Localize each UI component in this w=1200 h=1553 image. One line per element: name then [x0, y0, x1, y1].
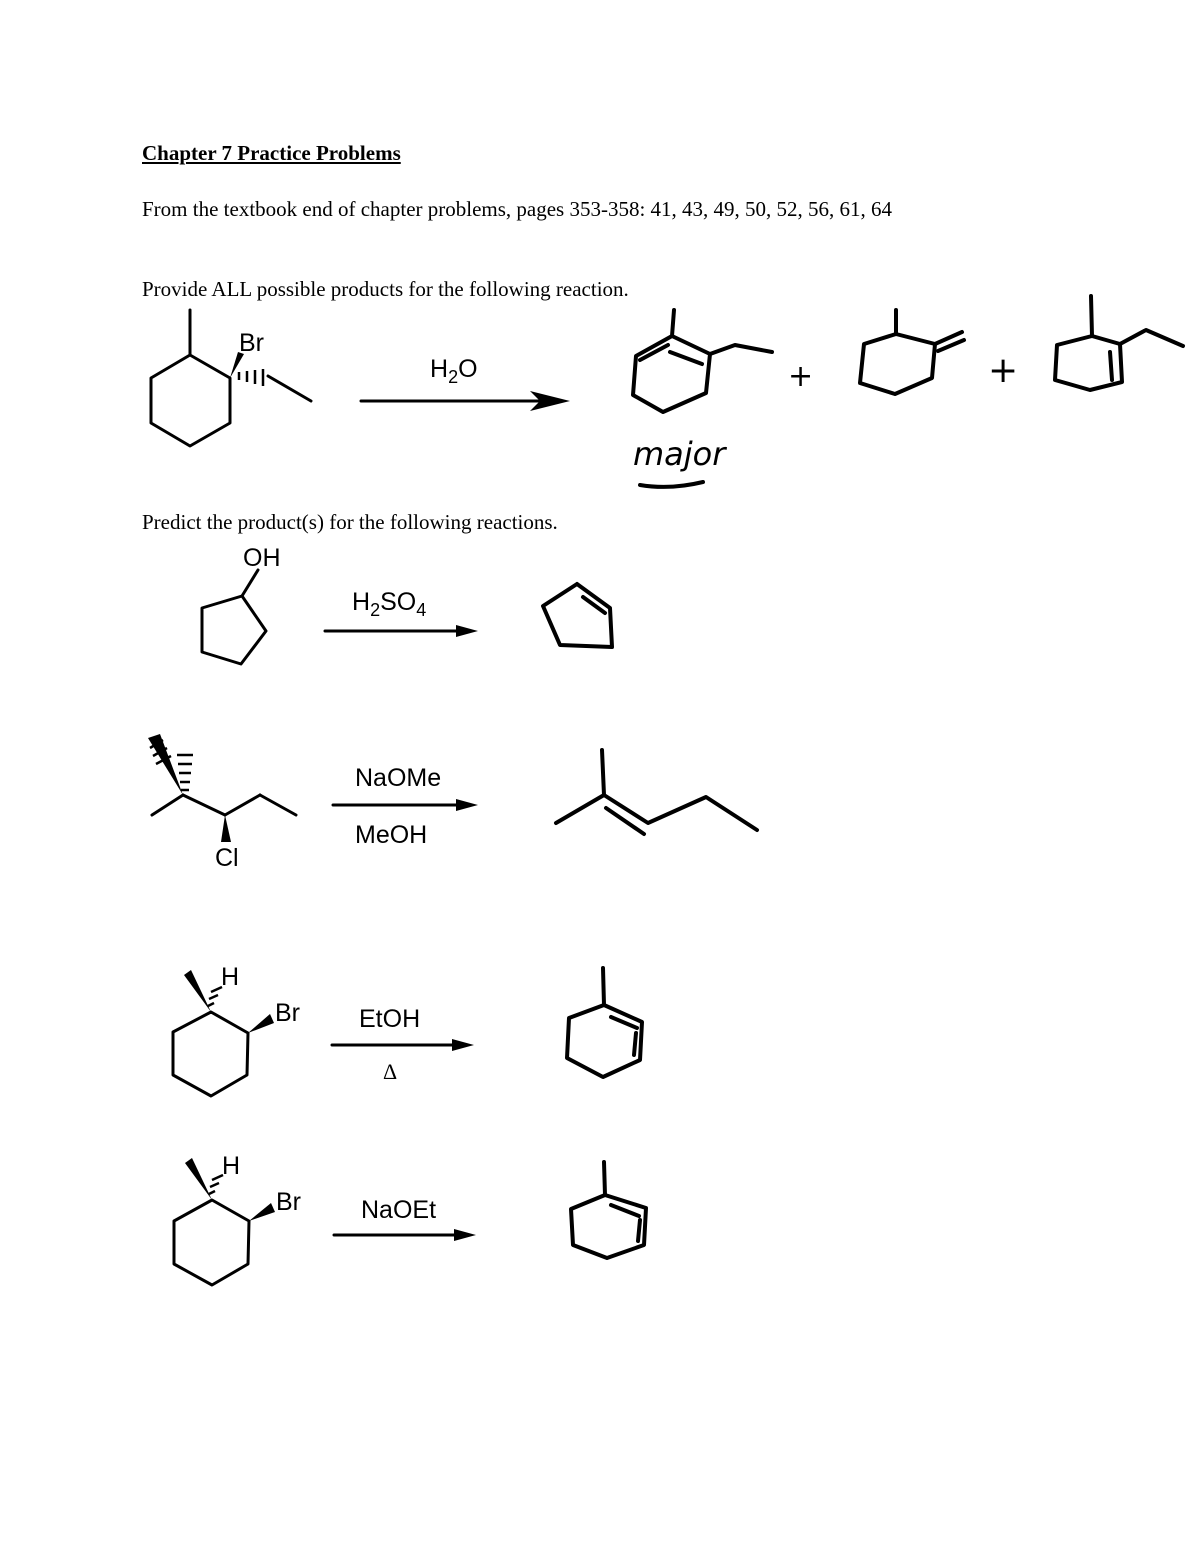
reaction-1-arrow — [361, 391, 570, 411]
reaction-4-arrow — [332, 1039, 474, 1051]
reagent-naome: NaOMe — [355, 764, 442, 792]
svg-text:major: major — [633, 435, 726, 473]
product-exocyclic-alkene — [860, 310, 964, 394]
reaction-3-arrow — [333, 799, 478, 811]
heat-symbol: Δ — [383, 1059, 398, 1084]
question-2-prompt: Predict the product(s) for the following reactions. — [142, 510, 558, 534]
bromo-label: Br — [276, 1188, 301, 1216]
reaction-2 — [202, 544, 612, 664]
cyclohexane-ring — [151, 355, 230, 446]
reaction-3-reactant — [148, 734, 296, 872]
reagent-naoet: NaOEt — [361, 1196, 437, 1224]
reagent-h2o: $H_2O$ — [430, 355, 478, 387]
reaction-4 — [173, 963, 642, 1096]
reaction-1-reactant — [151, 310, 311, 446]
major-note — [633, 435, 727, 487]
reaction-4-reactant — [173, 963, 300, 1096]
plus-sign-1: + — [788, 359, 814, 394]
cyclopentane-ring — [202, 596, 266, 664]
reaction-5-arrow — [334, 1229, 476, 1241]
reaction-2-reactant — [202, 544, 281, 664]
bromo-label: Br — [275, 999, 300, 1027]
product-1-methylcyclohexene — [571, 1162, 646, 1258]
reagent-etoh: EtOH — [359, 1005, 421, 1033]
reaction-3 — [148, 734, 757, 872]
ethyl-bond — [268, 376, 311, 401]
cyclohexane-ring — [174, 1200, 249, 1285]
wedge-bond — [148, 734, 183, 795]
bromo-label: Br — [239, 329, 264, 357]
question-1-prompt: Provide ALL possible products for the following reaction. — [142, 277, 629, 301]
product-1-methylcyclohexene — [567, 968, 642, 1077]
plus-sign-2: + — [988, 350, 1019, 391]
hydrogen-label: H — [222, 1152, 241, 1180]
page-title: Chapter 7 Practice Problems — [142, 141, 401, 165]
reaction-1 — [151, 296, 1183, 487]
chloro-label: Cl — [215, 844, 239, 872]
reaction-2-arrow — [325, 625, 478, 637]
product-cyclopentene — [543, 584, 612, 647]
cyclohexane-ring — [173, 1012, 248, 1096]
reagent-meoh: MeOH — [355, 821, 428, 849]
hydrogen-label: H — [221, 963, 240, 991]
hydroxyl-label: OH — [243, 544, 281, 572]
reagent-h2so4: $H_2SO_4$ — [352, 588, 427, 620]
product-minor-alkene — [1055, 296, 1183, 390]
product-major-alkene — [633, 310, 772, 412]
product-trisubstituted-alkene — [556, 750, 757, 834]
reaction-5-reactant — [174, 1152, 301, 1285]
assignment-text: From the textbook end of chapter problems, pages 353-358: 41, 43, 49, 50, 52, 56, 61, 64 — [142, 197, 893, 221]
reaction-5 — [174, 1152, 646, 1285]
